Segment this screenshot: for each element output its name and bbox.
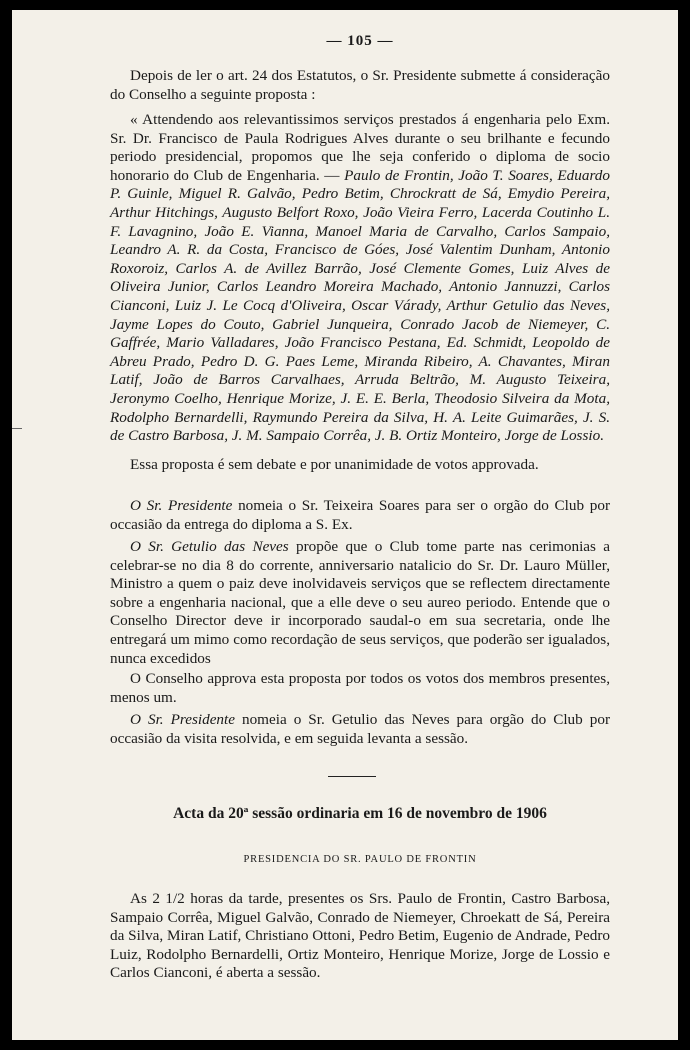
session-opening-paragraph (110, 890, 610, 983)
president-nomination-rest: nomeia o Sr. Teixeira Soares para ser o orgão do Club por occasião da entrega do diploma a S. Ex. (110, 497, 610, 533)
section-title: Acta da 20ª sessão ordinaria em 16 de novembro de 1906 (173, 805, 547, 822)
proposal-body: « Attendendo aos relevantissimos serviços prestados á engenharia pelo Exm. Sr. Dr. Francisco de Paula Rodrigues Alves durante o seu brilhante e fecundo periodo presidencial, propomos que lhe seja conferido o diploma de socio honorario do Club de Engenharia. — (110, 111, 610, 184)
proposal-text (110, 111, 610, 446)
signatories-list: Paulo de Frontin, João T. Soares, Eduardo P. Guinle, Miguel R. Galvão, Pedro Betim, Chrockratt de Sá, Emydio Pereira, Arthur Hitchings, Augusto Belfort Roxo, João Vieira Ferro, Lacerda Coutinho L. F. Lavagnino, João E. Vianna, Manoel Maria de Carvalho, Carlos Sampaio, Leandro A. R. da Costa, Francisco de Góes, José Valentim Dunham, Antonio Roxoroiz, Carlos A. de Avillez Barrão, José Clemente Gomes, Luiz Alves de Oliveira Junior, Carlos Leandro Moreira Machado, Antonio Jannuzzi, Carlos Cianconi, Luiz J. Le Cocq d'Oliveira, Oscar Várady, Arthur Getulio das Neves, Jayme Lopes do Couto, Gabriel Junqueira, Conrado Jacob de Niemeyer, C. Gaffrée, Mario Valladares, João Francisco Pestana, Ed. Schmidt, Leopoldo de Abreu Prado, Pedro D. G. Paes Leme, Miranda Ribeiro, A. Chavantes, Miran Latif, João de Barros Carvalhaes, Arruda Beltrão, M. Augusto Teixeira, Jeronymo Coelho, Henrique Morize, J. E. E. Berla, Theodosio Silveira da Mota, Rodolpho Bernardelli, Raymundo Pereira da Silva, H. A. Leite Guimarães, J. S. de Castro Barbosa, J. M. Sampaio Corrêa, J. B. Ortiz Monteiro, Jorge de Lossio. (110, 166, 610, 445)
getulio-proposal-paragraph (110, 538, 610, 668)
speaker-president: O Sr. Presidente (130, 497, 233, 514)
presidency-line: PRESIDENCIA DO SR. PAULO DE FRONTIN (243, 854, 477, 865)
approval-text: Essa proposta é sem debate e por unanimidade de votos approvada. (130, 456, 539, 473)
council-approval-text: O Conselho approva esta proposta por todos os votos dos membros presentes, menos um. (110, 670, 610, 706)
document-page (12, 10, 678, 1040)
page-number: — 105 — (326, 33, 394, 49)
getulio-proposal-text (110, 538, 610, 668)
speaker-president-2: O Sr. Presidente (130, 711, 235, 728)
proposal-paragraph (110, 111, 610, 446)
intro-paragraph (110, 67, 610, 104)
section-divider (328, 776, 376, 777)
closing-nomination-paragraph (110, 711, 610, 748)
closing-nomination-text (110, 711, 610, 748)
president-nomination-paragraph (110, 497, 610, 534)
closing-nomination-rest: nomeia o Sr. Getulio das Neves para orgão do Club por occasião da visita resolvida, e em seguida levanta a sessão. (110, 711, 610, 747)
getulio-proposal-rest: propõe que o Club tome parte nas cerimonias a celebrar-se no dia 8 do corrente, anniversario natalicio do Sr. Dr. Lauro Müller, Ministro a quem o paiz deve inolvidaveis serviços que se reflectem directamente sobre a engenharia nacional, que a elle deve o seu aureo periodo. Entende que o Conselho Director deve ir incorporado saudal-o em sua secretaria, onde lhe entregará um mimo como recordação de seus serviços, que poderão ser igualados, nunca excedidos (110, 538, 610, 667)
president-nomination-text (110, 497, 610, 534)
intro-text: Depois de ler o art. 24 dos Estatutos, o Sr. Presidente submette á consideração do Conselho a seguinte proposta : (110, 67, 610, 103)
speaker-getulio: O Sr. Getulio das Neves (130, 538, 289, 555)
approval-paragraph (110, 456, 610, 475)
council-approval-paragraph (110, 670, 610, 707)
margin-mark (12, 428, 22, 429)
session-opening-text: As 2 1/2 horas da tarde, presentes os Srs. Paulo de Frontin, Castro Barbosa, Sampaio Corrêa, Miguel Galvão, Conrado de Niemeyer, Chroekatt de Sá, Pereira da Silva, Miran Latif, Christiano Ottoni, Pedro Betim, Eugenio de Andrade, Pedro Luiz, Rodolpho Bernardelli, Ortiz Monteiro, Henrique Morize, Jorge de Lossio e Carlos Cianconi, é aberta a sessão. (110, 890, 610, 982)
